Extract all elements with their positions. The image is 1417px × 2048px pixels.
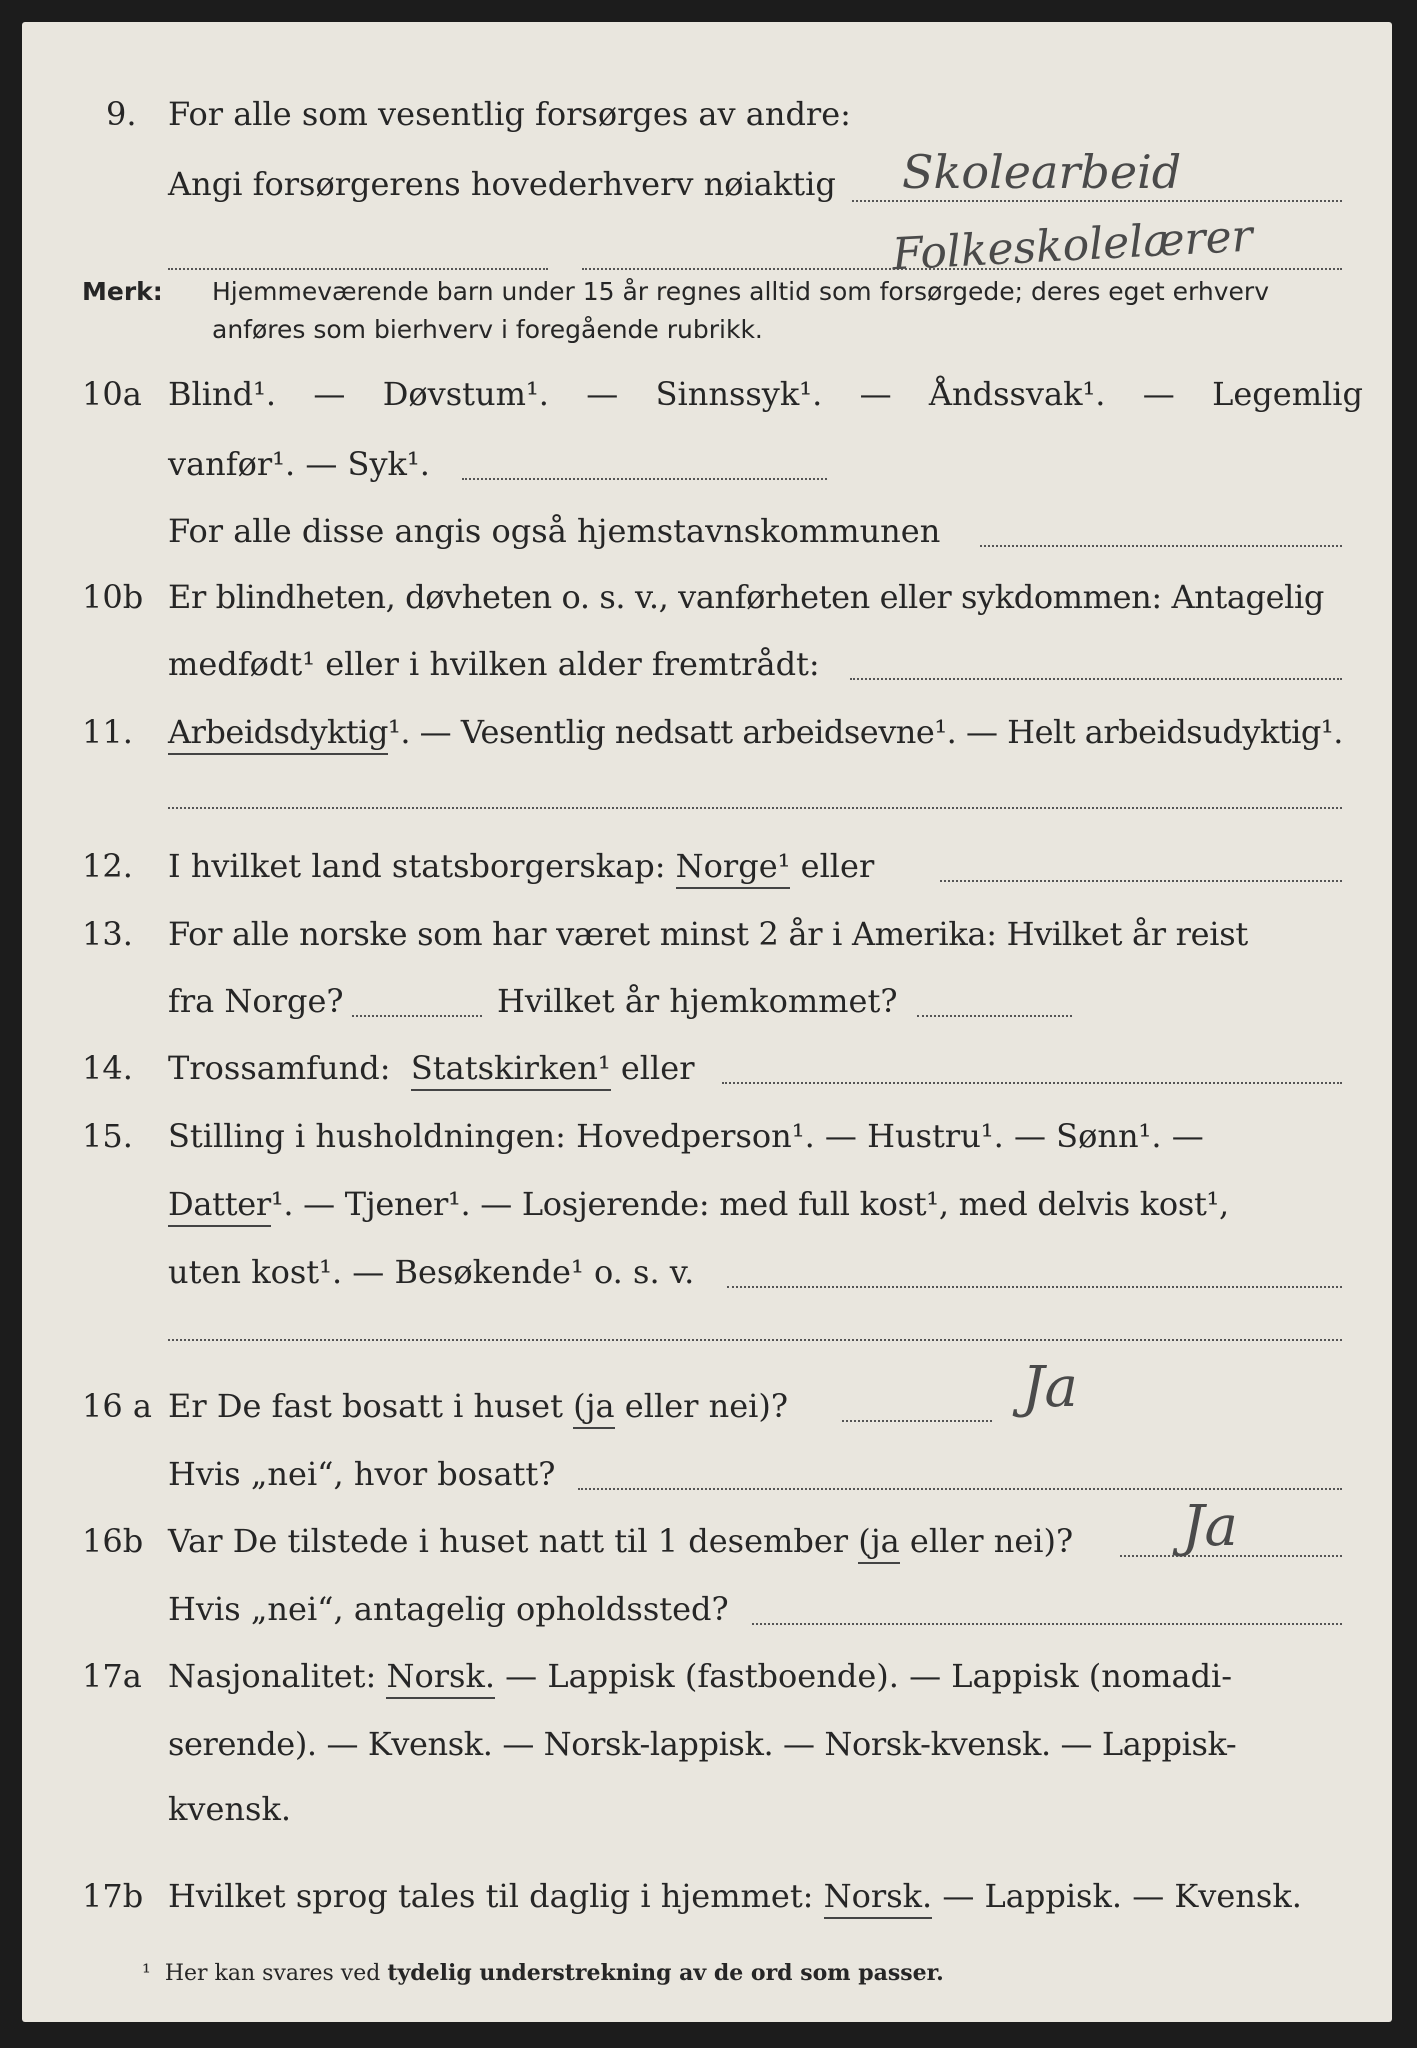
q9-line2: Angi forsørgerens hovederhverv nøiaktig [168, 165, 836, 203]
q17a-line1-rest: — Lappisk (fastboende). — Lappisk (nomadi- [505, 1657, 1233, 1695]
q15-line1: Stilling i husholdningen: Hovedperson¹. — Hustru¹. — Sønn¹. — [168, 1117, 1204, 1155]
q17b-number: 17b [82, 1877, 144, 1915]
q17a-option-norsk: Norsk. [386, 1657, 495, 1699]
q16b-question: Var De tilstede i huset natt til 1 desember [168, 1522, 849, 1560]
q10a-row3 [22, 509, 1392, 569]
q9-line1: For alle som vesentlig forsørges av andre: [168, 95, 851, 133]
q12-answer-dots [940, 880, 1342, 882]
footnote [142, 1960, 944, 1986]
q10a-row [22, 372, 1392, 432]
q9-handwriting-1: Skolearbeid [902, 145, 1182, 199]
merk-note [82, 274, 1417, 354]
q13-reist-dots [352, 1015, 482, 1017]
q11-option-arbeidsdyktig: Arbeidsdyktig [168, 713, 388, 755]
q11-row2 [22, 777, 1392, 837]
q10a-line3: For alle disse angis også hjemstavnskommunen [168, 512, 941, 550]
q17b-question: Hvilket sprog tales til daglig i hjemmet: [168, 1877, 814, 1915]
q17b-option-norsk: Norsk. [824, 1877, 933, 1919]
q16b-line2-dots [752, 1623, 1342, 1625]
q16a-line2: Hvis „nei“, hvor bosatt? [168, 1455, 556, 1493]
q11-row [22, 710, 1392, 770]
q17a-line1 [168, 1654, 1232, 1698]
q10b-row2 [22, 642, 1392, 702]
q15-number: 15. [82, 1117, 133, 1155]
q17a-label: Nasjonalitet: [168, 1657, 377, 1695]
q17a-line3: kvensk. [168, 1790, 291, 1828]
q15-line3-dots [727, 1286, 1342, 1288]
q17b-row [22, 1874, 1392, 1934]
q17b-line [168, 1874, 1302, 1918]
q10b-line2-dots [850, 678, 1342, 680]
q16b-number: 16b [82, 1522, 144, 1560]
q16a-line [168, 1384, 788, 1428]
q16b-eller-nei: eller nei)? [909, 1522, 1074, 1560]
q10b-line2: medfødt¹ eller i hvilken alder fremtrådt: [168, 645, 820, 683]
q14-line [168, 1046, 694, 1090]
q9-answer-line [852, 200, 1342, 202]
q13-line1: For alle norske som har været minst 2 år i Amerika: Hvilket år reist [168, 915, 1248, 953]
q16b-handwriting: Ja [1182, 1494, 1238, 1559]
q12-line [168, 844, 874, 888]
q15-answer-dots [168, 1339, 1342, 1341]
q10a-word-andssvak: Åndssvak¹. [928, 375, 1106, 413]
q11-answer-dots [168, 807, 1342, 809]
q13-hjemkommet-dots [917, 1015, 1072, 1017]
merk-line1: Hjemmeværende barn under 15 år regnes alltid som forsørgede; deres eget erhverv [212, 277, 1269, 306]
q13-row [22, 912, 1392, 972]
q16b-row [22, 1494, 1392, 1579]
q13-row2 [22, 979, 1392, 1039]
q10a-line1 [168, 372, 1363, 416]
q17a-number: 17a [82, 1657, 142, 1695]
q10a-line3-dots [980, 545, 1342, 547]
q14-answer-dots [722, 1082, 1342, 1084]
q15-row2 [22, 1182, 1392, 1242]
q10a-number: 10a [82, 375, 142, 413]
q10a-row2 [22, 442, 1392, 502]
q10a-dash: — [313, 375, 346, 413]
q17a-row [22, 1654, 1392, 1714]
q15-row3 [22, 1250, 1392, 1310]
q12-number: 12. [82, 847, 133, 885]
q12-row [22, 844, 1392, 904]
q16b-option-ja: (ja [858, 1522, 899, 1564]
q13-line2a: fra Norge? [168, 982, 344, 1020]
q12-eller: eller [800, 847, 875, 885]
footnote-text: Her kan svares ved [164, 1961, 381, 1986]
q11-line [168, 710, 1343, 754]
q11-number: 11. [82, 713, 133, 751]
q16b-line [168, 1519, 1073, 1563]
q12-option-norge: Norge¹ [676, 847, 791, 889]
q10a-word-dovstum: Døvstum¹. [382, 375, 549, 413]
q14-number: 14. [82, 1049, 133, 1087]
q16b-row2 [22, 1587, 1392, 1647]
q10a-dash: — [859, 375, 892, 413]
q15-line3: uten kost¹. — Besøkende¹ o. s. v. [168, 1253, 695, 1291]
q16a-answer-dots [842, 1420, 992, 1422]
q17a-line2: serende). — Kvensk. — Norsk-lappisk. — Norsk-kvensk. — Lappisk- [168, 1725, 1237, 1763]
q15-row [22, 1114, 1392, 1174]
q15-line2 [168, 1182, 1229, 1226]
q14-question: Trossamfund: [168, 1049, 391, 1087]
q16b-line2: Hvis „nei“, antagelig opholdssted? [168, 1590, 729, 1628]
q15-line2-rest: ¹. — Tjener¹. — Losjerende: med full kost¹, med delvis kost¹, [270, 1185, 1229, 1223]
q16a-row [22, 1355, 1392, 1444]
merk-label: Merk: [82, 277, 163, 306]
q9-handwriting-2: Folkeskolelærer [890, 210, 1254, 281]
q9-row [22, 92, 1392, 152]
q10b-number: 10b [82, 578, 144, 616]
q10b-line1: Er blindheten, døvheten o. s. v., vanførheten eller sykdommen: Antagelig [168, 578, 1324, 616]
census-form-page [22, 22, 1392, 2022]
q10a-word-blind: Blind¹. [168, 375, 277, 413]
q16a-question: Er De fast bosatt i huset [168, 1387, 563, 1425]
q14-row [22, 1046, 1392, 1106]
q16a-handwriting: Ja [1022, 1355, 1078, 1420]
q11-rest: ¹. — Vesentlig nedsatt arbeidsevne¹. — Helt arbeidsudyktig¹. [388, 713, 1343, 751]
q17a-row2 [22, 1722, 1392, 1782]
q9-line3-dots-a [168, 268, 548, 270]
q15-row4 [22, 1317, 1392, 1377]
q17b-rest: — Lappisk. — Kvensk. [942, 1877, 1302, 1915]
q10a-dash: — [1142, 375, 1175, 413]
footnote-mark: ¹ [142, 1961, 151, 1986]
q10a-line2: vanfør¹. — Syk¹. [168, 445, 430, 483]
q16a-number: 16 a [82, 1387, 152, 1425]
q17a-row3 [22, 1787, 1392, 1847]
q16a-option-ja: (ja [573, 1387, 614, 1429]
q10b-row [22, 575, 1392, 635]
q16a-line2-dots [578, 1488, 1342, 1490]
q10a-word-legemlig: Legemlig [1212, 375, 1363, 413]
q14-eller: eller [620, 1049, 695, 1087]
q10a-dash: — [586, 375, 619, 413]
footnote-bold-text: tydelig understrekning av de ord som passer. [387, 1960, 944, 1986]
q10a-word-sinnssyk: Sinnssyk¹. [655, 375, 823, 413]
q9-number: 9. [106, 95, 137, 133]
q13-line2b: Hvilket år hjemkommet? [497, 982, 898, 1020]
q14-option-statskirken: Statskirken¹ [411, 1049, 611, 1091]
q12-question: I hvilket land statsborgerskap: [168, 847, 666, 885]
q16a-eller-nei: eller nei)? [624, 1387, 789, 1425]
merk-line2: anføres som bierhverv i foregående rubrikk. [212, 315, 763, 344]
q15-option-datter: Datter [168, 1185, 271, 1227]
q10a-line2-dots [462, 478, 827, 480]
q13-number: 13. [82, 915, 133, 953]
